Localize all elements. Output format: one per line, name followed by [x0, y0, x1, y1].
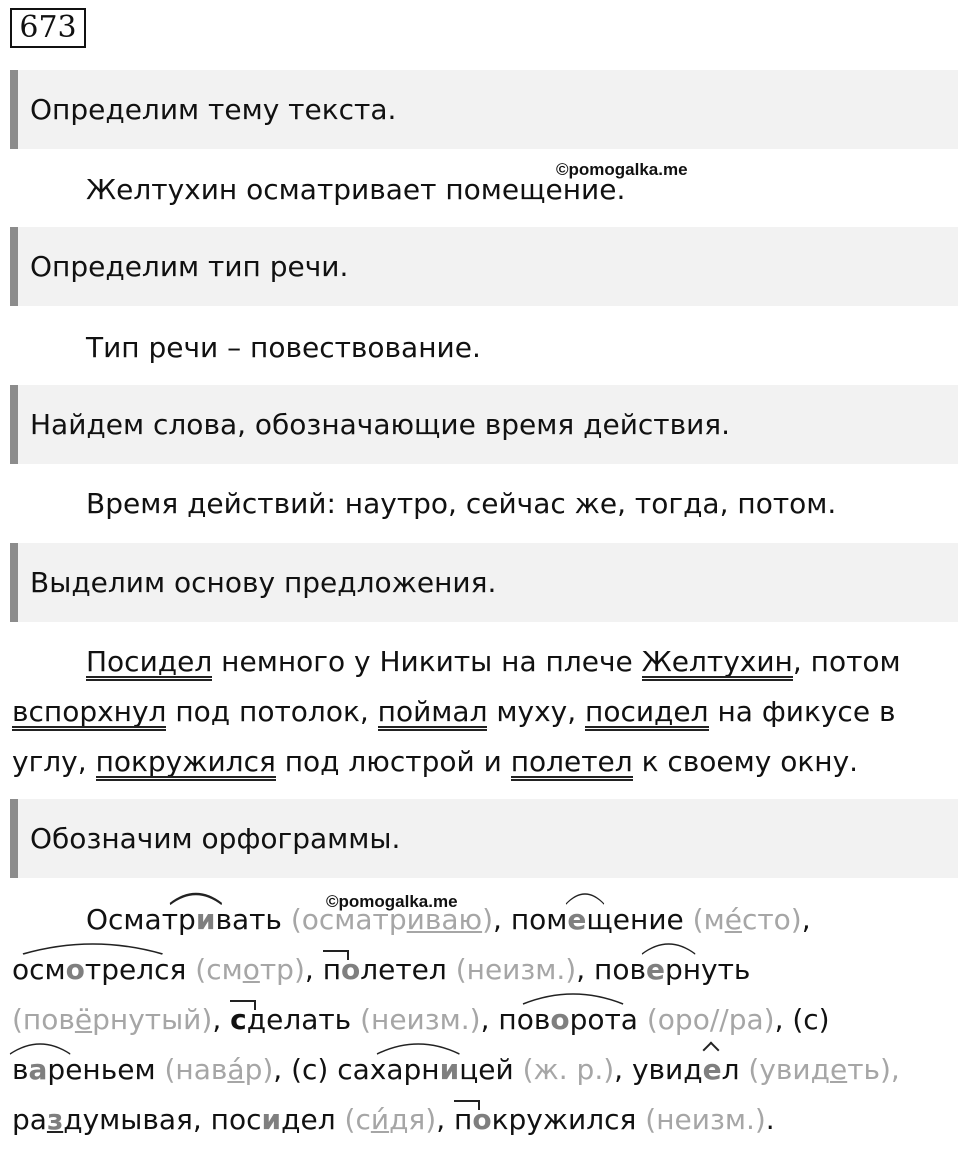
- prefix-mark: по: [454, 1100, 492, 1140]
- prefix-mark: по: [323, 950, 361, 990]
- section-heading-orthograms: Обозначим орфограммы.: [10, 799, 958, 878]
- predicate: вспорхнул: [12, 695, 167, 728]
- root-mark: о: [550, 1000, 569, 1040]
- watermark: ©pomogalka.me: [556, 160, 688, 179]
- predicate: покружился: [95, 745, 276, 778]
- prefix-mark: с: [230, 1000, 247, 1040]
- section-heading-topic: Определим тему текста.: [10, 70, 958, 149]
- section-heading-speech-type: Определим тип речи.: [10, 227, 958, 306]
- predicate: Посидел: [86, 645, 213, 678]
- speech-type-answer: Тип речи – повествование.: [86, 331, 481, 364]
- subject: Желтухин: [641, 645, 793, 678]
- section-heading-sentence-base: Выделим основу предложения.: [10, 543, 958, 622]
- predicate: полетел: [510, 745, 633, 778]
- root-mark: осм: [12, 950, 66, 990]
- orthogram-line-4: вареньем (нава́р), (с) сахарн ицей (ж. р.), увидел (увидеть),: [12, 1050, 900, 1090]
- predicate: посидел: [585, 695, 709, 728]
- predicate: поймал: [377, 695, 488, 728]
- suffix-mark: е: [703, 1050, 722, 1090]
- orthogram-line-5: раздумывая, посидел (си́дя), покружился (неизм.).: [12, 1100, 775, 1140]
- orthogram-line-3: (повёрнутый), сделать (неизм.), пов орота (оро//ра), (с): [12, 1000, 830, 1040]
- root-mark: ва: [12, 1050, 47, 1090]
- sentence-line-3: углу, покружился под люстрой и полетел к своему окну.: [12, 745, 859, 778]
- orthogram-line-1: Осматривать (осматриваю), пом ещение (ме́сто),: [86, 900, 811, 940]
- watermark: ©pomogalka.me: [326, 892, 458, 911]
- sentence-line-2: вспорхнул под потолок, поймал муху, посидел на фикусе в: [12, 695, 896, 728]
- section-heading-time-words: Найдем слова, обозначающие время действия.: [10, 385, 958, 464]
- time-words-answer: Время действий: наутро, сейчас же, тогда, потом.: [86, 487, 837, 520]
- task-number: 673: [10, 8, 86, 48]
- topic-answer: Желтухин осматривает помещение.: [86, 173, 626, 206]
- root-mark: е: [646, 950, 665, 990]
- sentence-line-1: Посидел немного у Никиты на плече Желтухин, потом: [86, 645, 901, 678]
- orthogram-line-2: осмотрелся (смотр), полетел (неизм.), пов ернуть: [12, 950, 750, 990]
- root-mark: Осматри: [86, 900, 215, 940]
- root-mark: е: [567, 900, 586, 940]
- root-mark: и: [440, 1050, 460, 1090]
